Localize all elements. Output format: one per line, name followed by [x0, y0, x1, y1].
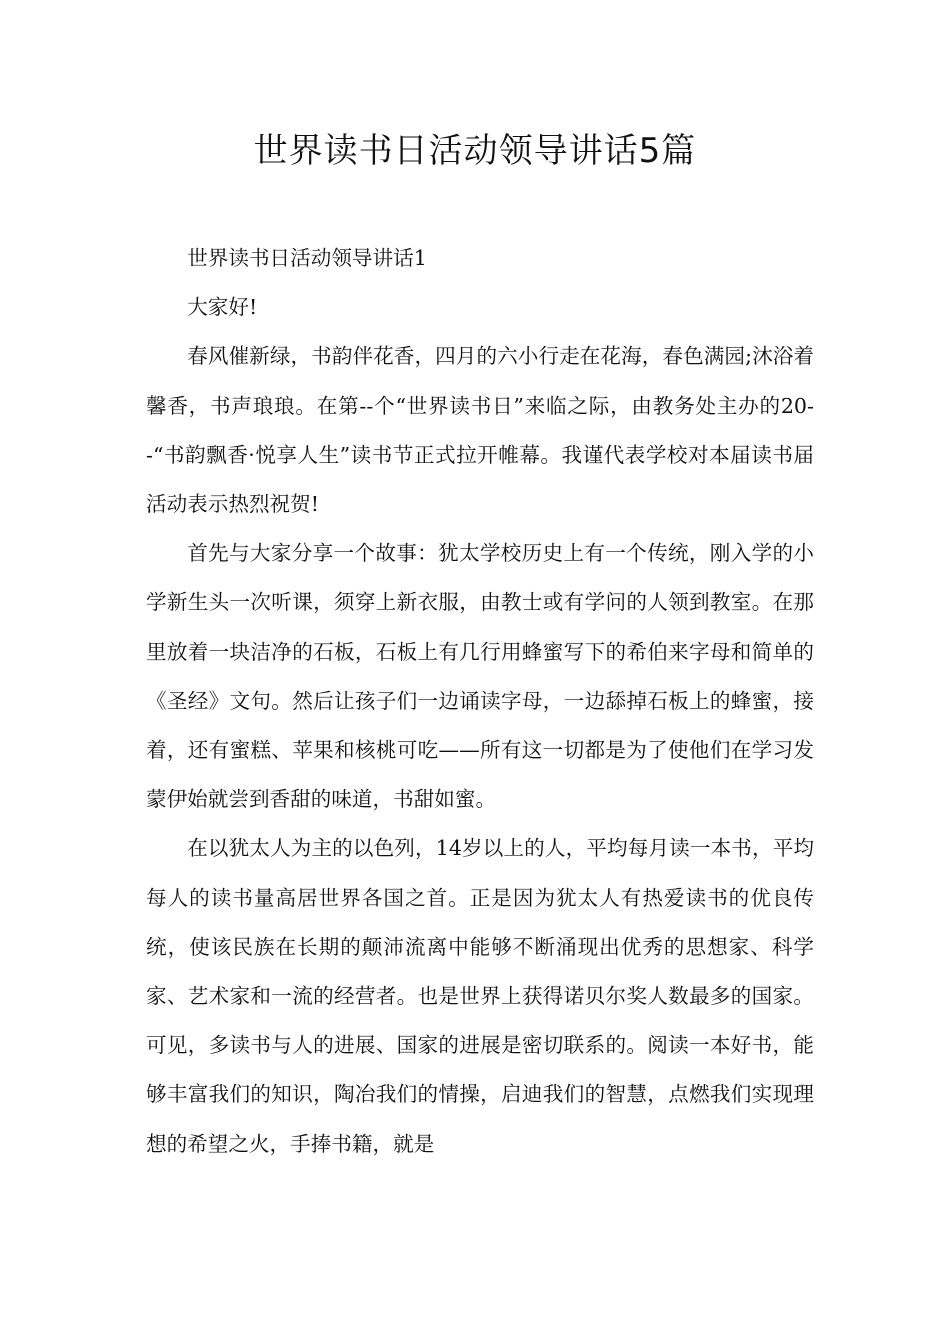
- paragraph-2: 首先与大家分享一个故事：犹太学校历史上有一个传统，刚入学的小学新生头一次听课，须穿上新衣服，由教士或有学问的人领到教室。在那里放着一块洁净的石板，石板上有几行用蜂蜜写下的希伯来字母和简单的《圣经》文句。然后让孩子们一边诵读字母，一边舔掉石板上的蜂蜜，接着，还有蜜糕、苹果和核桃可吃——所有这一切都是为了使他们在学习发蒙伊始就尝到香甜的味道，书甜如蜜。: [146, 541, 814, 812]
- paragraph-1: 春风催新绿，书韵伴花香，四月的六小行走在花海，春色满园;沐浴着馨香，书声琅琅。在第--个“世界读书日”来临之际，由教务处主办的20--“书韵飘香·悦享人生”读书节正式拉开帷幕。我谨代表学校对本届读书届活动表示热烈祝贺!: [146, 344, 814, 517]
- greeting-paragraph: 大家好!: [187, 295, 258, 320]
- paragraph-3: 在以犹太人为主的以色列，14岁以上的人，平均每月读一本书，平均每人的读书量高居世界各国之首。正是因为犹太人有热爱读书的优良传统，使该民族在长期的颠沛流离中能够不断涌现出优秀的思想家、科学家、艺术家和一流的经营者。也是世界上获得诺贝尔奖人数最多的国家。可见，多读书与人的进展、国家的进展是密切联系的。阅读一本好书，能够丰富我们的知识，陶冶我们的情操，启迪我们的智慧，点燃我们实现理想的希望之火，手捧书籍，就是: [146, 836, 814, 1156]
- document-title: 世界读书日活动领导讲话5篇: [253, 131, 697, 171]
- document-body: [146, 234, 814, 1169]
- section-heading: 世界读书日活动领导讲话1: [187, 246, 427, 270]
